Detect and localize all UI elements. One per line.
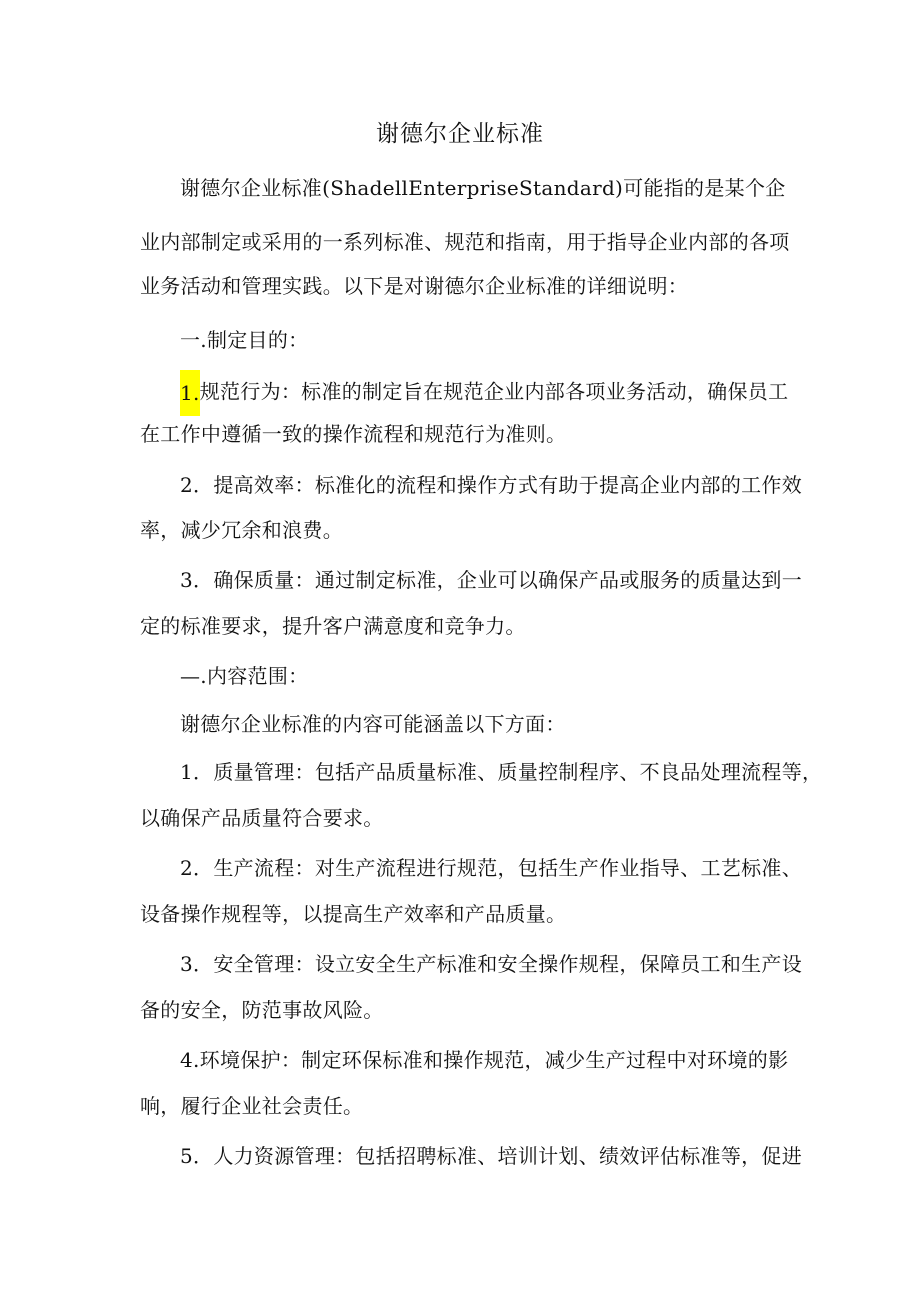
section1-item2-line1: 2．提高效率：标准化的流程和操作方式有助于提高企业内部的工作效 <box>180 473 803 497</box>
highlighted-marker: 1. <box>180 370 200 416</box>
section2-item4-line2: 响，履行企业社会责任。 <box>140 1094 364 1118</box>
section2-intro: 谢德尔企业标准的内容可能涵盖以下方面： <box>180 712 566 736</box>
section1-item3-line2: 定的标准要求，提升客户满意度和竞争力。 <box>140 614 526 638</box>
section1-item2-line2: 率，减少冗余和浪费。 <box>140 518 343 542</box>
intro-line-3: 业务活动和管理实践。以下是对谢德尔企业标准的详细说明： <box>140 274 689 298</box>
section1-item1-line2: 在工作中遵循一致的操作流程和规范行为准则。 <box>140 422 567 446</box>
section2-item3-line1: 3．安全管理：设立安全生产标准和安全操作规程，保障员工和生产设 <box>180 952 803 976</box>
section2-item4-line1: 4.环境保护：制定环保标准和操作规范，减少生产过程中对环境的影 <box>180 1048 789 1072</box>
section2-item2-line2: 设备操作规程等，以提高生产效率和产品质量。 <box>140 902 567 926</box>
section1-item1-line1 <box>180 370 788 416</box>
section2-item1-line1: 1．质量管理：包括产品质量标准、质量控制程序、不良品处理流程等， <box>180 760 823 784</box>
section1-item3-line1: 3．确保质量：通过制定标准，企业可以确保产品或服务的质量达到一 <box>180 568 803 592</box>
section2-heading: —.内容范围： <box>180 664 309 688</box>
section1-heading: 一.制定目的： <box>180 328 309 352</box>
intro-line-2: 业内部制定或采用的一系列标准、规范和指南，用于指导企业内部的各项 <box>140 230 790 254</box>
intro-line-1: 谢德尔企业标准(ShadellEnterpriseStandard)可能指的是某个企 <box>180 176 786 200</box>
section2-item3-line2: 备的安全，防范事故风险。 <box>140 998 384 1022</box>
item1-text: 规范行为：标准的制定旨在规范企业内部各项业务活动，确保员工 <box>199 379 789 404</box>
section2-item2-line1: 2．生产流程：对生产流程进行规范，包括生产作业指导、工艺标准、 <box>180 856 803 880</box>
document-title: 谢德尔企业标准 <box>376 121 544 147</box>
section2-item5-line1: 5．人力资源管理：包括招聘标准、培训计划、绩效评估标准等，促进 <box>180 1144 803 1168</box>
section2-item1-line2: 以确保产品质量符合要求。 <box>140 806 384 830</box>
